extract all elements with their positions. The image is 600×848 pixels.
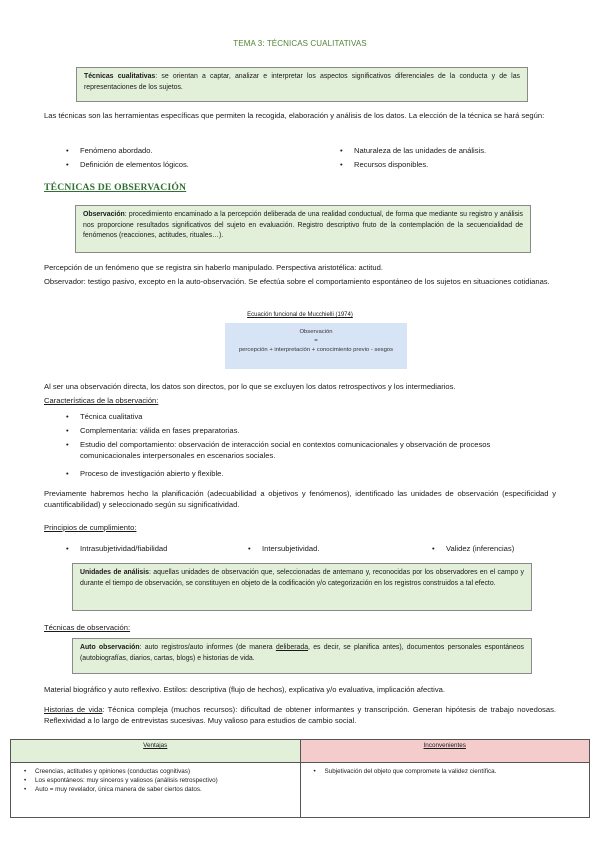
characteristic-item: • Proceso de investigación abierto y flexible.	[80, 468, 550, 479]
definition-text: : procedimiento encaminado a la percepción deliberada de una realidad conductual, de forma que mediante su registro y análisis nos proporcione resultados significativos del sujeto en evaluación. Registro descriptivo fruto de la contemplación de la secuencialidad de fenómenos (reacciones, actitudes, rituales…).	[83, 211, 523, 240]
cons-header: Inconvenientes	[300, 740, 590, 763]
material-paragraph: Material biográfico y auto reflexivo. Estilos: descriptiva (flujo de hechos), explicativa y/o evaluativa, implicación afectiva.	[44, 685, 445, 694]
characteristic-item: • Complementaria: válida en fases preparatorias.	[80, 425, 550, 436]
definition-term: Auto observación	[80, 644, 140, 651]
pros-item: • Los espontáneos: muy sinceros y valiosos (análisis retrospectivo)	[35, 776, 292, 785]
definition-term: Unidades de análisis	[80, 569, 149, 576]
definition-text: : auto registros/auto informes (de manera	[139, 644, 276, 651]
observer-paragraph: Observador: testigo pasivo, excepto en la auto-observación. Se efectúa sobre el comportamiento espontáneo de los sujetos en situaciones cotidianas.	[44, 277, 550, 286]
life-stories-text: : Técnica compleja (muchos recursos): dificultad de obtener informantes y transcripción. Generan hipótesis de trabajo novedosas. Reflexividad a lo largo de entrevistas sucesivas. Muy valioso para estudios de cambio social.	[44, 705, 556, 725]
section-heading-observation: TÉCNICAS DE OBSERVACIÓN	[44, 182, 187, 193]
definition-text: : se orientan a captar, analizar e interpretar los aspectos significativos diferenciales de la conducta y de las representaciones de los sujetos.	[84, 73, 520, 91]
definition-emphasis: deliberada	[275, 644, 309, 651]
pros-item: • Auto = muy revelador, única manera de saber ciertos datos.	[35, 785, 292, 794]
criteria-item: • Fenómeno abordado.	[80, 145, 153, 156]
characteristic-item: • Estudio del comportamiento: observación de interacción social en contextos comunicacionales y observación de procesos comunicacionales interpersonales en escenarios sociales.	[80, 439, 550, 461]
equation-box	[225, 323, 407, 369]
characteristic-item: • Técnica cualitativa	[80, 411, 550, 422]
cons-item: • Subjetivación del objeto que compromete la validez científica.	[325, 767, 582, 776]
techniques-heading: Técnicas de observación:	[44, 623, 131, 632]
pros-cell	[11, 763, 301, 818]
criteria-item: • Definición de elementos lógicos.	[80, 159, 189, 170]
planning-paragraph: Previamente habremos hecho la planificación (adecuabilidad a objetivos y fenómenos), identificado las unidades de observación (especificidad y cuantificabilidad) y seleccionado según su significatividad.	[44, 489, 556, 509]
definition-text: , es decir, se planifica antes), documentos personales espontáneos (autobiografías, diarios, cartas, blogs) e historias de vida.	[80, 644, 525, 662]
pros-header: Ventajas	[11, 740, 301, 763]
pros-item: • Creencias, actitudes y opiniones (conductas cognitivas)	[35, 767, 292, 776]
principle-item: • Validez (inferencias)	[446, 543, 514, 554]
page-title: TEMA 3: TÉCNICAS CUALITATIVAS	[233, 39, 367, 48]
cons-cell	[300, 763, 590, 818]
definition-box-auto-observation	[72, 638, 532, 674]
principle-item: • Intrasubjetividad/fiabilidad	[80, 543, 167, 554]
life-stories-label: Historias de vida	[44, 705, 103, 714]
perception-paragraph: Percepción de un fenómeno que se registra sin haberlo manipulado. Perspectiva aristotélica: actitud.	[44, 263, 383, 272]
equation-title: Ecuación funcional de Mucchielli (1974)	[247, 312, 353, 318]
direct-data-paragraph: Al ser una observación directa, los datos son directos, por lo que se excluyen los datos retrospectivos y los intermediarios.	[44, 382, 456, 391]
pros-cons-table	[10, 739, 590, 818]
definition-text: : aquellas unidades de observación que, seleccionadas de antemano y, reconocidas por los observadores en el campo y durante el tiempo de observación, se constituyen en objeto de la codificación y/o categorización en los registros construidos a tal efecto.	[80, 569, 524, 587]
definition-box-qualitative	[76, 67, 528, 102]
characteristics-heading: Características de la observación:	[44, 396, 159, 405]
definition-term: Técnicas cualitativas	[84, 73, 156, 80]
principle-item: • Intersubjetividad.	[262, 543, 319, 554]
intro-paragraph: Las técnicas son las herramientas específicas que permiten la recogida, elaboración y análisis de los datos. La elección de la técnica se hará según:	[44, 111, 545, 120]
equation-line: =	[314, 338, 318, 345]
criteria-item: • Recursos disponibles.	[354, 159, 428, 170]
criteria-item: • Naturaleza de las unidades de análisis.	[354, 145, 486, 156]
equation-line: Observación	[299, 329, 333, 335]
definition-term: Observación	[83, 211, 125, 218]
life-stories-paragraph	[44, 704, 556, 726]
principles-heading: Principios de cumplimiento:	[44, 523, 137, 532]
equation-line: percepción + interpretación + conocimiento previo - sesgos	[238, 347, 394, 354]
definition-box-observation	[75, 205, 531, 253]
definition-box-units	[72, 563, 532, 611]
